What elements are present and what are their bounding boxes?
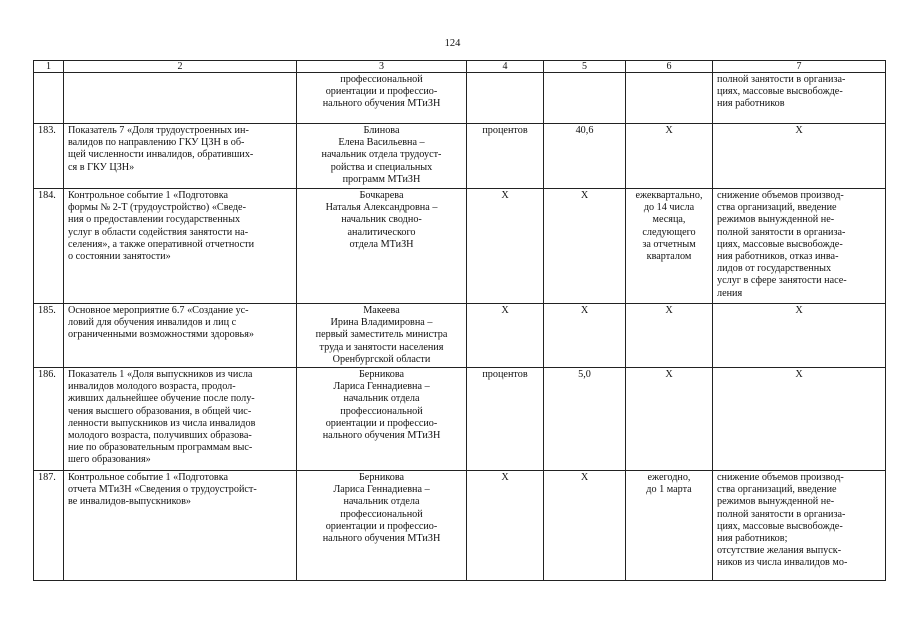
value-cell: 40,6 [544,124,626,189]
activity-name-cell: Показатель 1 «Доля выпускников из числа инвалидов молодого возраста, продол- живших дальнейшее обучение после полу- чения высшего образования, в общей чис- ленности выпускников из числа инвалидов молодого возраста, получивших образова- ние по образовательным программам выс- шего образования» [64,368,297,471]
column-number-row [34,61,886,73]
table-row [34,124,886,189]
column-number: 4 [467,61,544,73]
row-number-cell: 187. [34,471,64,581]
responsible-cell: Бочкарева Наталья Александровна – начальник сводно- аналитического отдела МТиЗН [297,189,467,304]
row-number-cell: 186. [34,368,64,471]
row-number-cell [34,73,64,124]
deadline-cell: Х [626,124,713,189]
activities-table [33,60,886,581]
activity-name-cell: Контрольное событие 1 «Подготовка отчета МТиЗН «Сведения о трудоустройст- ве инвалидов-выпускников» [64,471,297,581]
value-cell [544,73,626,124]
unit-cell: Х [467,471,544,581]
deadline-cell: ежеквартально, до 14 числа месяца, следующего за отчетным кварталом [626,189,713,304]
column-number: 6 [626,61,713,73]
responsible-cell: Блинова Елена Васильевна – начальник отдела трудоуст- ройства и специальных программ МТиЗН [297,124,467,189]
deadline-cell: Х [626,368,713,471]
value-cell: Х [544,471,626,581]
deadline-cell: Х [626,304,713,368]
risks-cell: Х [713,304,886,368]
column-number: 1 [34,61,64,73]
risks-cell: снижение объемов производ- ства организаций, введение режимов вынужденной не- полной занятости в организа- циях, массовые высвобожде- ния работников; отсутствие желания выпуск- ников из числа инвалидов мо- [713,471,886,581]
deadline-cell: ежегодно, до 1 марта [626,471,713,581]
responsible-cell: Берникова Лариса Геннадиевна – начальник отдела профессиональной ориентации и профессио- нального обучения МТиЗН [297,471,467,581]
page-number: 124 [444,38,461,49]
column-number: 2 [64,61,297,73]
table-row-continuation [34,73,886,124]
activity-name-cell: Показатель 7 «Доля трудоустроенных ин- валидов по направлению ГКУ ЦЗН в об- щей численности инвалидов, обративших- ся в ГКУ ЦЗН» [64,124,297,189]
responsible-cell: Берникова Лариса Геннадиевна – начальник отдела профессиональной ориентации и профессио- нального обучения МТиЗН [297,368,467,471]
table-row [34,368,886,471]
risks-cell: Х [713,124,886,189]
table-row [34,304,886,368]
value-cell: Х [544,189,626,304]
deadline-cell [626,73,713,124]
table-row [34,189,886,304]
row-number-cell: 183. [34,124,64,189]
unit-cell: Х [467,304,544,368]
activity-name-cell [64,73,297,124]
unit-cell: процентов [467,368,544,471]
activity-name-cell: Контрольное событие 1 «Подготовка формы № 2-Т (трудоустройство) «Сведе- ния о предоставлении государственных услуг в области содействия занятости на- селения», а также оперативной отчетности о состоянии занятости» [64,189,297,304]
value-cell: 5,0 [544,368,626,471]
column-number: 3 [297,61,467,73]
unit-cell: процентов [467,124,544,189]
column-number: 5 [544,61,626,73]
unit-cell [467,73,544,124]
row-number-cell: 184. [34,189,64,304]
value-cell: Х [544,304,626,368]
responsible-cell: профессиональной ориентации и профессио- нального обучения МТиЗН [297,73,467,124]
responsible-cell: Макеева Ирина Владимировна – первый заместитель министра труда и занятости населения Оренбургской области [297,304,467,368]
risks-cell: снижение объемов производ- ства организаций, введение режимов вынужденной не- полной занятости в организа- циях, массовые высвобожде- ния работников, отказ инва- лидов от государственных услуг в сфере занятости насе- ления [713,189,886,304]
risks-cell: полной занятости в организа- циях, массовые высвобожде- ния работников [713,73,886,124]
unit-cell: Х [467,189,544,304]
table-row [34,471,886,581]
column-number: 7 [713,61,886,73]
row-number-cell: 185. [34,304,64,368]
risks-cell: Х [713,368,886,471]
activity-name-cell: Основное мероприятие 6.7 «Создание ус- ловий для обучения инвалидов и лиц с ограниченными возможностями здоровья» [64,304,297,368]
